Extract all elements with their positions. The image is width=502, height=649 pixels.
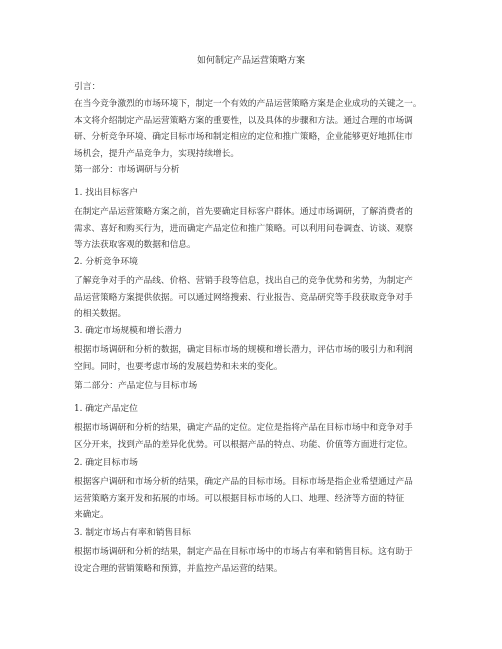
part2-heading: 第二部分：产品定位与目标市场 bbox=[74, 381, 198, 391]
paragraph-line: 空间。同时，也要考虑市场的发展趋势和未来的变化。 bbox=[74, 361, 283, 372]
section-paragraph bbox=[74, 204, 434, 254]
section-heading: 3. 制定市场占有率和销售目标 bbox=[74, 528, 191, 538]
paragraph-line: 研、分析竞争环境、确定目标市场和制定相应的定位和推广策略，企业能够更好地抓住市 bbox=[74, 132, 413, 142]
section-paragraph bbox=[74, 420, 434, 453]
section-heading: 1. 确定产品定位 bbox=[74, 404, 138, 414]
paragraph-line: 根据市场调研和分析的结果，制定产品在目标市场中的市场占有率和销售目标。这有助于 bbox=[74, 547, 413, 557]
section-paragraph bbox=[74, 273, 434, 323]
paragraph-line: 区分开来，找到产品的差异化优势。可以根据产品的特点、功能、价值等方面进行定位。 bbox=[74, 439, 413, 450]
section-heading: 3. 确定市场规模和增长潜力 bbox=[74, 326, 182, 336]
intro-paragraph bbox=[74, 96, 434, 162]
paragraph-line: 需求、喜好和购买行为，进而确定产品定位和推广策略。可以利用问卷调查、访谈、观察 bbox=[74, 223, 413, 234]
paragraph-line: 场机会，提升产品竞争力，实现持续增长。 bbox=[74, 148, 240, 159]
document-title: 如何制定产品运营策略方案 bbox=[196, 56, 305, 66]
paragraph-line: 根据市场调研和分析的数据，确定目标市场的规模和增长潜力，评估市场的吸引力和利润 bbox=[74, 345, 413, 355]
paragraph-line: 的相关数据。 bbox=[74, 309, 127, 319]
paragraph-line: 设定合理的营销策略和预算，并监控产品运营的结果。 bbox=[74, 563, 283, 574]
section-paragraph bbox=[74, 342, 434, 375]
intro-heading: 引言： bbox=[74, 82, 101, 92]
paragraph-line: 来确定。 bbox=[74, 510, 109, 520]
section-heading: 2. 确定目标市场 bbox=[74, 458, 138, 468]
section-heading: 2. 分析竞争环境 bbox=[74, 257, 138, 267]
section-heading: 1. 找出目标客户 bbox=[74, 188, 138, 198]
paragraph-line: 本文将介绍制定产品运营策略方案的重要性，以及具体的步骤和方法。通过合理的市场调 bbox=[74, 115, 413, 126]
section-paragraph bbox=[74, 544, 434, 577]
paragraph-line: 在当今竞争激烈的市场环境下，制定一个有效的产品运营策略方案是企业成功的关键之一。 bbox=[74, 99, 422, 109]
section-paragraph bbox=[74, 474, 434, 524]
paragraph-line: 根据市场调研和分析的结果，确定产品的定位。定位是指将产品在目标市场中和竞争对手 bbox=[74, 423, 413, 433]
paragraph-line: 品运营策略方案提供依据。可以通过网络搜索、行业报告、竞品研究等手段获取竞争对手 bbox=[74, 292, 413, 303]
paragraph-line: 了解竞争对手的产品线、价格、营销手段等信息，找出自己的竞争优势和劣势，为制定产 bbox=[74, 276, 413, 286]
part1-heading: 第一部分：市场调研与分析 bbox=[74, 165, 180, 175]
paragraph-line: 等方法获取客观的数据和信息。 bbox=[74, 240, 196, 250]
paragraph-line: 根据客户调研和市场分析的结果，确定产品的目标市场。目标市场是指企业希望通过产品 bbox=[74, 477, 413, 487]
paragraph-line: 在制定产品运营策略方案之前，首先要确定目标客户群体。通过市场调研，了解消费者的 bbox=[74, 207, 413, 217]
paragraph-line: 运营策略方案开发和拓展的市场。可以根据目标市场的人口、地理、经济等方面的特征 bbox=[74, 493, 405, 504]
